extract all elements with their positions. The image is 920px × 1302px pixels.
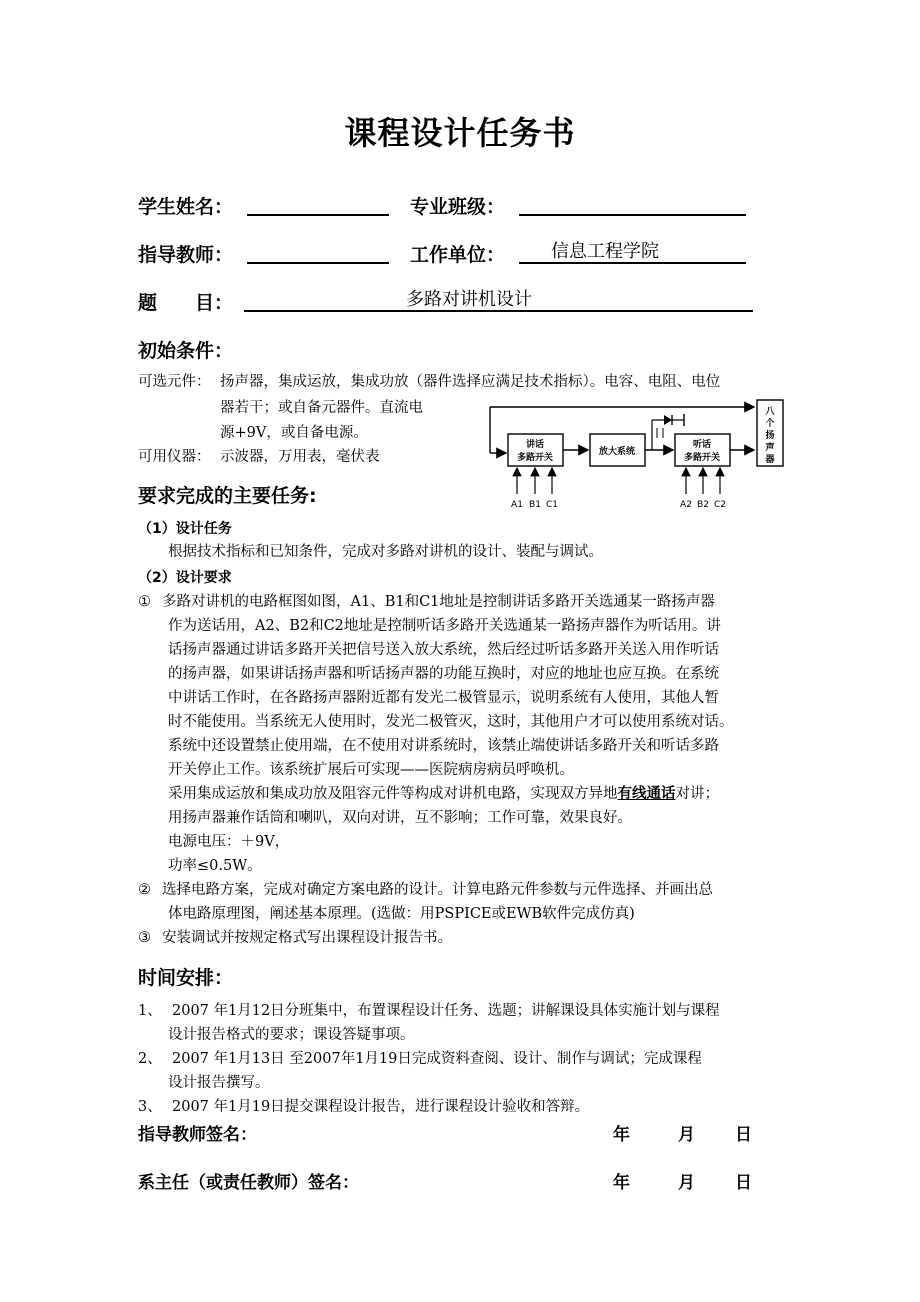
- dept-sign-day: 日: [735, 1173, 752, 1193]
- speaker-line: 用扬声器兼作话筒和喇叭，双向对讲，互不影响；工作可靠，效果良好。: [168, 810, 632, 826]
- teacher-field[interactable]: [247, 238, 389, 264]
- class-field[interactable]: [519, 190, 746, 216]
- speakers-text-5: 器: [765, 455, 775, 465]
- input-c1: C1: [545, 500, 559, 510]
- schedule-item-1-line-1: 2007 年1月12日分班集中，布置课程设计任务、选题；讲解课设具体实施计划与课程: [172, 1003, 720, 1019]
- item-1-line-8: 开关停止工作。该系统扩展后可实现——医院病房病员呼唤机。: [168, 762, 574, 778]
- item-2-line-2: 体电路原理图，阐述基本原理。(选做：用PSPICE或EWB软件完成仿真): [168, 906, 635, 922]
- instruments-label: 可用仪器：: [138, 449, 211, 465]
- topic-field[interactable]: [244, 286, 753, 312]
- wired-line-post: 对讲；: [675, 786, 719, 802]
- topic-value: 多路对讲机设计: [406, 289, 532, 310]
- teacher-sign-day: 日: [735, 1125, 752, 1145]
- item-1-line-5: 中讲话工作时，在各路扬声器附近都有发光二极管显示，说明系统有人使用，其他人暂: [168, 690, 719, 706]
- teacher-sign-year: 年: [613, 1125, 630, 1145]
- listen-switch-text-1: 听话: [692, 440, 712, 450]
- item-1-line-4: 的扬声器，如果讲话扬声器和听话扬声器的功能互换时，对应的地址也应互换。在系统: [168, 666, 719, 682]
- item-3-number: ③: [138, 930, 151, 946]
- power-line: 功率≤0.5W。: [168, 858, 262, 874]
- input-a1: A1: [511, 500, 523, 510]
- speakers-text-4: 声: [765, 443, 775, 453]
- amplifier-text: 放大系统: [598, 447, 636, 457]
- design-task-text: 根据技术指标和已知条件，完成对多路对讲机的设计、装配与调试。: [168, 544, 603, 560]
- led-diode-icon: [664, 415, 672, 425]
- wired-line-bold: 有线通话: [617, 785, 676, 802]
- tasks-heading: 要求完成的主要任务:: [138, 485, 317, 507]
- schedule-item-2-number: 2、: [138, 1051, 162, 1067]
- block-diagram: [470, 394, 790, 514]
- item-1-line-6: 时不能使用。当系统无人使用时，发光二极管灭，这时，其他用户才可以使用系统对话。: [168, 714, 734, 730]
- topic-label: 题 目：: [138, 292, 234, 314]
- item-2-number: ②: [138, 882, 151, 898]
- student-name-field[interactable]: [247, 190, 389, 216]
- dept-sign-year: 年: [613, 1173, 630, 1193]
- teacher-signature-label: 指导教师签名：: [138, 1125, 257, 1145]
- dept-signature-label: 系主任（或责任教师）签名：: [138, 1173, 359, 1193]
- speak-switch-text-2: 多路开关: [516, 453, 554, 463]
- unit-value: 信息工程学院: [551, 241, 659, 262]
- teacher-sign-month: 月: [678, 1125, 695, 1145]
- schedule-item-3-number: 3、: [138, 1099, 162, 1115]
- components-label: 可选元件：: [138, 374, 211, 390]
- schedule-item-2-line-1: 2007 年1月13日 至2007年1月19日完成资料查阅、设计、制作与调试；完成课程: [172, 1051, 702, 1067]
- schedule-item-3-line-1: 2007 年1月19日提交课程设计报告，进行课程设计验收和答辩。: [172, 1099, 590, 1115]
- page-title: 课程设计任务书: [344, 114, 576, 152]
- design-requirements-heading: （2）设计要求: [138, 570, 232, 586]
- item-3-line-1: 安装调试并按规定格式写出课程设计报告书。: [162, 930, 452, 946]
- student-name-label: 学生姓名：: [138, 196, 234, 218]
- components-line-1: 扬声器，集成运放，集成功放（器件选择应满足技术指标）。电容、电阻、电位: [220, 374, 721, 390]
- item-1-line-3: 话扬声器通过讲话多路开关把信号送入放大系统，然后经过听话多路开关送入用作听话: [168, 642, 719, 658]
- unit-label: 工作单位：: [410, 244, 506, 266]
- input-b1: B1: [529, 500, 541, 510]
- unit-field[interactable]: [519, 238, 746, 264]
- input-c2: C2: [713, 500, 727, 510]
- item-2-line-1: 选择电路方案，完成对确定方案电路的设计。计算电路元件参数与元件选择、并画出总: [162, 882, 713, 898]
- speakers-text-3: 扬: [765, 431, 775, 441]
- speakers-text-1: 八: [765, 407, 775, 417]
- components-line-2: 器若干；或自备元器件。直流电: [220, 400, 423, 416]
- voltage-line: 电源电压：＋9V，: [168, 834, 290, 850]
- wired-line: [168, 782, 798, 806]
- listen-switch-text-2: 多路开关: [683, 453, 721, 463]
- schedule-item-1-line-2: 设计报告格式的要求；课设答疑事项。: [168, 1027, 415, 1043]
- schedule-heading: 时间安排：: [138, 967, 234, 989]
- components-line-3: 源+9V，或自备电源。: [220, 425, 368, 441]
- input-a2: A2: [680, 500, 692, 510]
- item-1-line-2: 作为送话用，A2、B2和C2地址是控制听话多路开关选通某一路扬声器作为听话用。讲: [168, 618, 721, 634]
- teacher-label: 指导教师：: [138, 244, 234, 266]
- instruments-text: 示波器，万用表，毫伏表: [220, 449, 380, 465]
- speakers-text-2: 个: [765, 419, 775, 429]
- class-label: 专业班级：: [410, 196, 506, 218]
- design-task-heading: （1）设计任务: [138, 521, 232, 537]
- initial-heading: 初始条件：: [138, 340, 234, 362]
- item-1-number: ①: [138, 594, 151, 610]
- schedule-item-2-line-2: 设计报告撰写。: [168, 1075, 270, 1091]
- schedule-item-1-number: 1、: [138, 1003, 162, 1019]
- wired-line-pre: 采用集成运放和集成功放及阻容元件等构成对讲机电路，实现双方异地: [168, 786, 618, 802]
- speak-switch-text-1: 讲话: [525, 440, 545, 450]
- input-b2: B2: [697, 500, 709, 510]
- item-1-line-7: 系统中还设置禁止使用端，在不使用对讲系统时，该禁止端使讲话多路开关和听话多路: [168, 738, 719, 754]
- item-1-line-1: 多路对讲机的电路框图如图，A1、B1和C1地址是控制讲话多路开关选通某一路扬声器: [162, 594, 715, 610]
- dept-sign-month: 月: [678, 1173, 695, 1193]
